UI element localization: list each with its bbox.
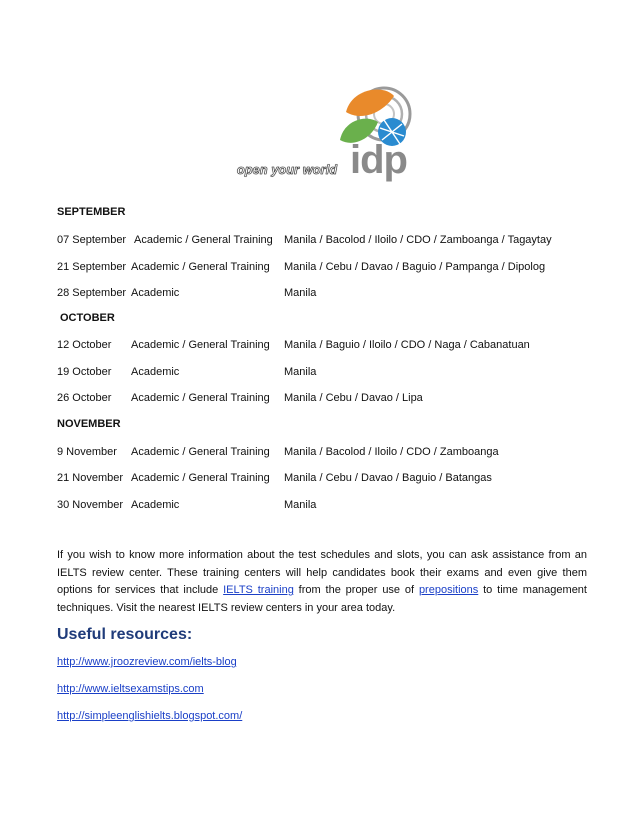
paragraph-text: from the proper use of [293, 584, 419, 596]
row-type: Academic [131, 366, 180, 378]
row-location: Manila / Bacolod / Iloilo / CDO / Zamboanga / Tagaytay [284, 234, 552, 246]
row-date: 21 November [57, 472, 124, 484]
resource-link[interactable]: http://www.ieltsexamstips.com [57, 683, 204, 695]
prepositions-link[interactable]: prepositions [418, 584, 479, 596]
month-heading: NOVEMBER [57, 418, 121, 430]
row-location: Manila / Cebu / Davao / Baguio / Pampanga / Dipolog [284, 261, 546, 273]
row-type: Academic [131, 287, 180, 299]
row-location: Manila / Bacolod / Iloilo / CDO / Zamboanga [284, 446, 499, 458]
row-location: Manila / Cebu / Davao / Baguio / Batangas [284, 472, 492, 484]
row-type: Academic / General Training [131, 392, 270, 404]
row-location: Manila / Baguio / Iloilo / CDO / Naga / Cabanatuan [284, 339, 530, 351]
paragraph-text: to time management techniques. Visit the nearest IELTS review centers in your area today. [57, 584, 587, 614]
info-paragraph [57, 547, 587, 617]
month-heading: OCTOBER [60, 312, 115, 324]
row-date: 07 September [57, 234, 127, 246]
resource-link[interactable]: http://simpleenglishielts.blogspot.com/ [57, 710, 243, 722]
row-type: Academic / General Training [134, 234, 273, 246]
logo-brand: idp [350, 138, 407, 182]
row-location: Manila [284, 499, 317, 511]
row-type: Academic / General Training [131, 339, 270, 351]
row-date: 26 October [57, 392, 112, 404]
ielts-training-link[interactable]: IELTS training [223, 584, 294, 596]
row-date: 9 November [57, 446, 117, 458]
row-date: 12 October [57, 339, 112, 351]
row-location: Manila [284, 287, 317, 299]
month-heading: SEPTEMBER [57, 206, 126, 218]
row-date: 28 September [57, 287, 127, 299]
row-date: 30 November [57, 499, 124, 511]
row-type: Academic [131, 499, 180, 511]
resources-heading: Useful resources: [57, 626, 193, 643]
row-type: Academic / General Training [131, 472, 270, 484]
resource-link[interactable]: http://www.jroozreview.com/ielts-blog [57, 656, 237, 668]
logo-tagline: open your world [237, 163, 338, 177]
row-type: Academic / General Training [131, 446, 270, 458]
row-location: Manila / Cebu / Davao / Lipa [284, 392, 423, 404]
row-type: Academic / General Training [131, 261, 270, 273]
row-date: 21 September [57, 261, 127, 273]
row-date: 19 October [57, 366, 112, 378]
paragraph-text: If you wish to know more information about the test schedules and slots, you can ask assistance from an IELTS review center. These training centers will help candidates book their exams and even give them options for services that include [57, 549, 587, 596]
row-location: Manila [284, 366, 317, 378]
